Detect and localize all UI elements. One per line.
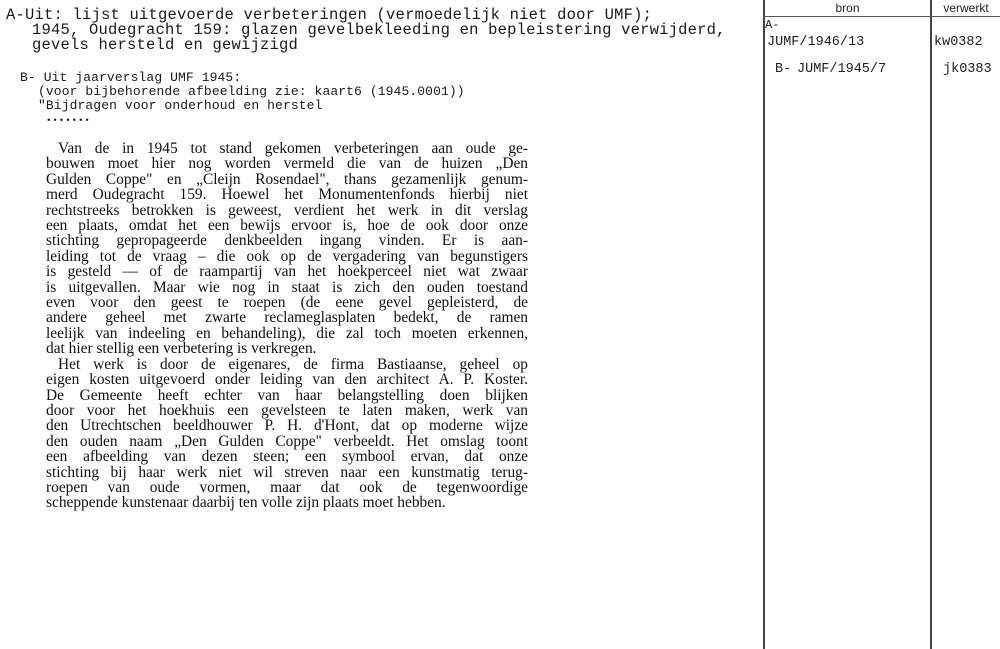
body-line: stichting gepropageerde denkbeelden ingang vinden. Er is aan- [46,232,528,250]
body-line: den Utrechtschen beeldhouwer P. H. d'Hont, dat op moderne wijze [46,417,528,435]
source-table [763,0,1000,649]
section-b-dots: ••••••• [46,116,91,126]
section-a-line-2: 1945, Oudegracht 159: glazen gevelbekleeding en bepleistering verwijderd, [32,21,726,39]
body-line: roepen van oude vormen, maar dat ook de tegenwoordige [46,478,528,496]
body-line: rechtstreeks betrokken is geweest, verdient het werk in dit verslag [46,201,528,219]
section-b-line-2: (voor bijbehorende afbeelding zie: kaart6 (1945.0001)) [38,84,465,99]
row-a-bron: JUMF/1946/13 [767,35,865,50]
header-bron: bron [835,1,860,15]
body-line: is uitgevallen. Maar wie nog in staat is zich den ouden toestand [46,278,528,296]
body-line: De Gemeente heeft echter van haar belangstelling doen blijken [46,386,528,404]
body-line: leelijk van indeeling en behandeling), die zal toch moeten erkennen, [46,324,528,342]
section-b-line-3: "Bijdragen voor onderhoud en herstel [38,98,323,113]
row-b-bron: JUMF/1945/7 [797,62,887,77]
body-line: Van de in 1945 tot stand gekomen verbeteringen aan oude ge- [58,140,528,157]
body-line: een afbeelding van dezen steen; een symbool ervan, dat onze [46,448,528,466]
body-line: den ouden naam „Den Gulden Coppe" verbeeldt. Het omslag toont [46,432,528,450]
row-b-label: B- [775,62,792,77]
body-line: even voor den geest te roepen (de eene gevel gepleisterd, de [46,294,528,312]
body-line: door voor het hoekhuis een gevelsteen te laten maken, werk van [46,401,528,419]
section-a-line-1: A-Uit: lijst uitgevoerde verbeteringen (vermoedelijk niet door UMF); [6,6,653,24]
body-line: Gulden Coppe" en „Cleijn Rosendael", thans gezamenlijk genum- [46,170,528,188]
row-a-label: A- [765,18,780,32]
body-line: leiding tot de vraag – die ook op de vergadering van begunstigers [46,247,528,265]
body-line: is gesteld — of de raampartij van het hoekperceel niet wat zwaar [46,263,528,281]
table-column-divider [930,0,932,649]
body-line: eigen kosten uitgevoerd onder leiding van den architect A. P. Koster. [46,371,528,389]
section-a-line-3: gevels hersteld en gewijzigd [32,36,299,54]
body-line: stichting bij haar werk niet wil streven naar een kunstmatig terug- [46,463,528,481]
body-line: dat hier stellig een verbetering is verkregen. [46,340,317,358]
section-b-line-1: B- Uit jaarverslag UMF 1945: [20,70,242,85]
body-line: andere geheel met zwarte reclameglasplaten bedekt, de ramen [46,309,528,327]
row-b-verwerkt: jk0383 [943,62,992,77]
body-line: een plaats, omdat het een bewijs ervoor is, hoe de ook door onze [46,217,528,235]
header-verwerkt: verwerkt [943,1,989,15]
row-a-verwerkt: kw0382 [934,35,983,50]
table-header-divider [763,16,1000,17]
body-line: merd Oudegracht 159. Hoewel het Monumentenfonds hierbij niet [46,186,528,204]
body-line: scheppende kunstenaar daarbij ten volle zijn plaats moet hebben. [46,494,446,512]
body-line: bouwen moet hier nog worden vermeld die van de huizen „Den [46,155,528,173]
quoted-body-text [46,141,528,511]
body-line: Het werk is door de eigenares, de firma Bastiaanse, geheel op [58,355,528,373]
table-left-border [763,0,765,649]
